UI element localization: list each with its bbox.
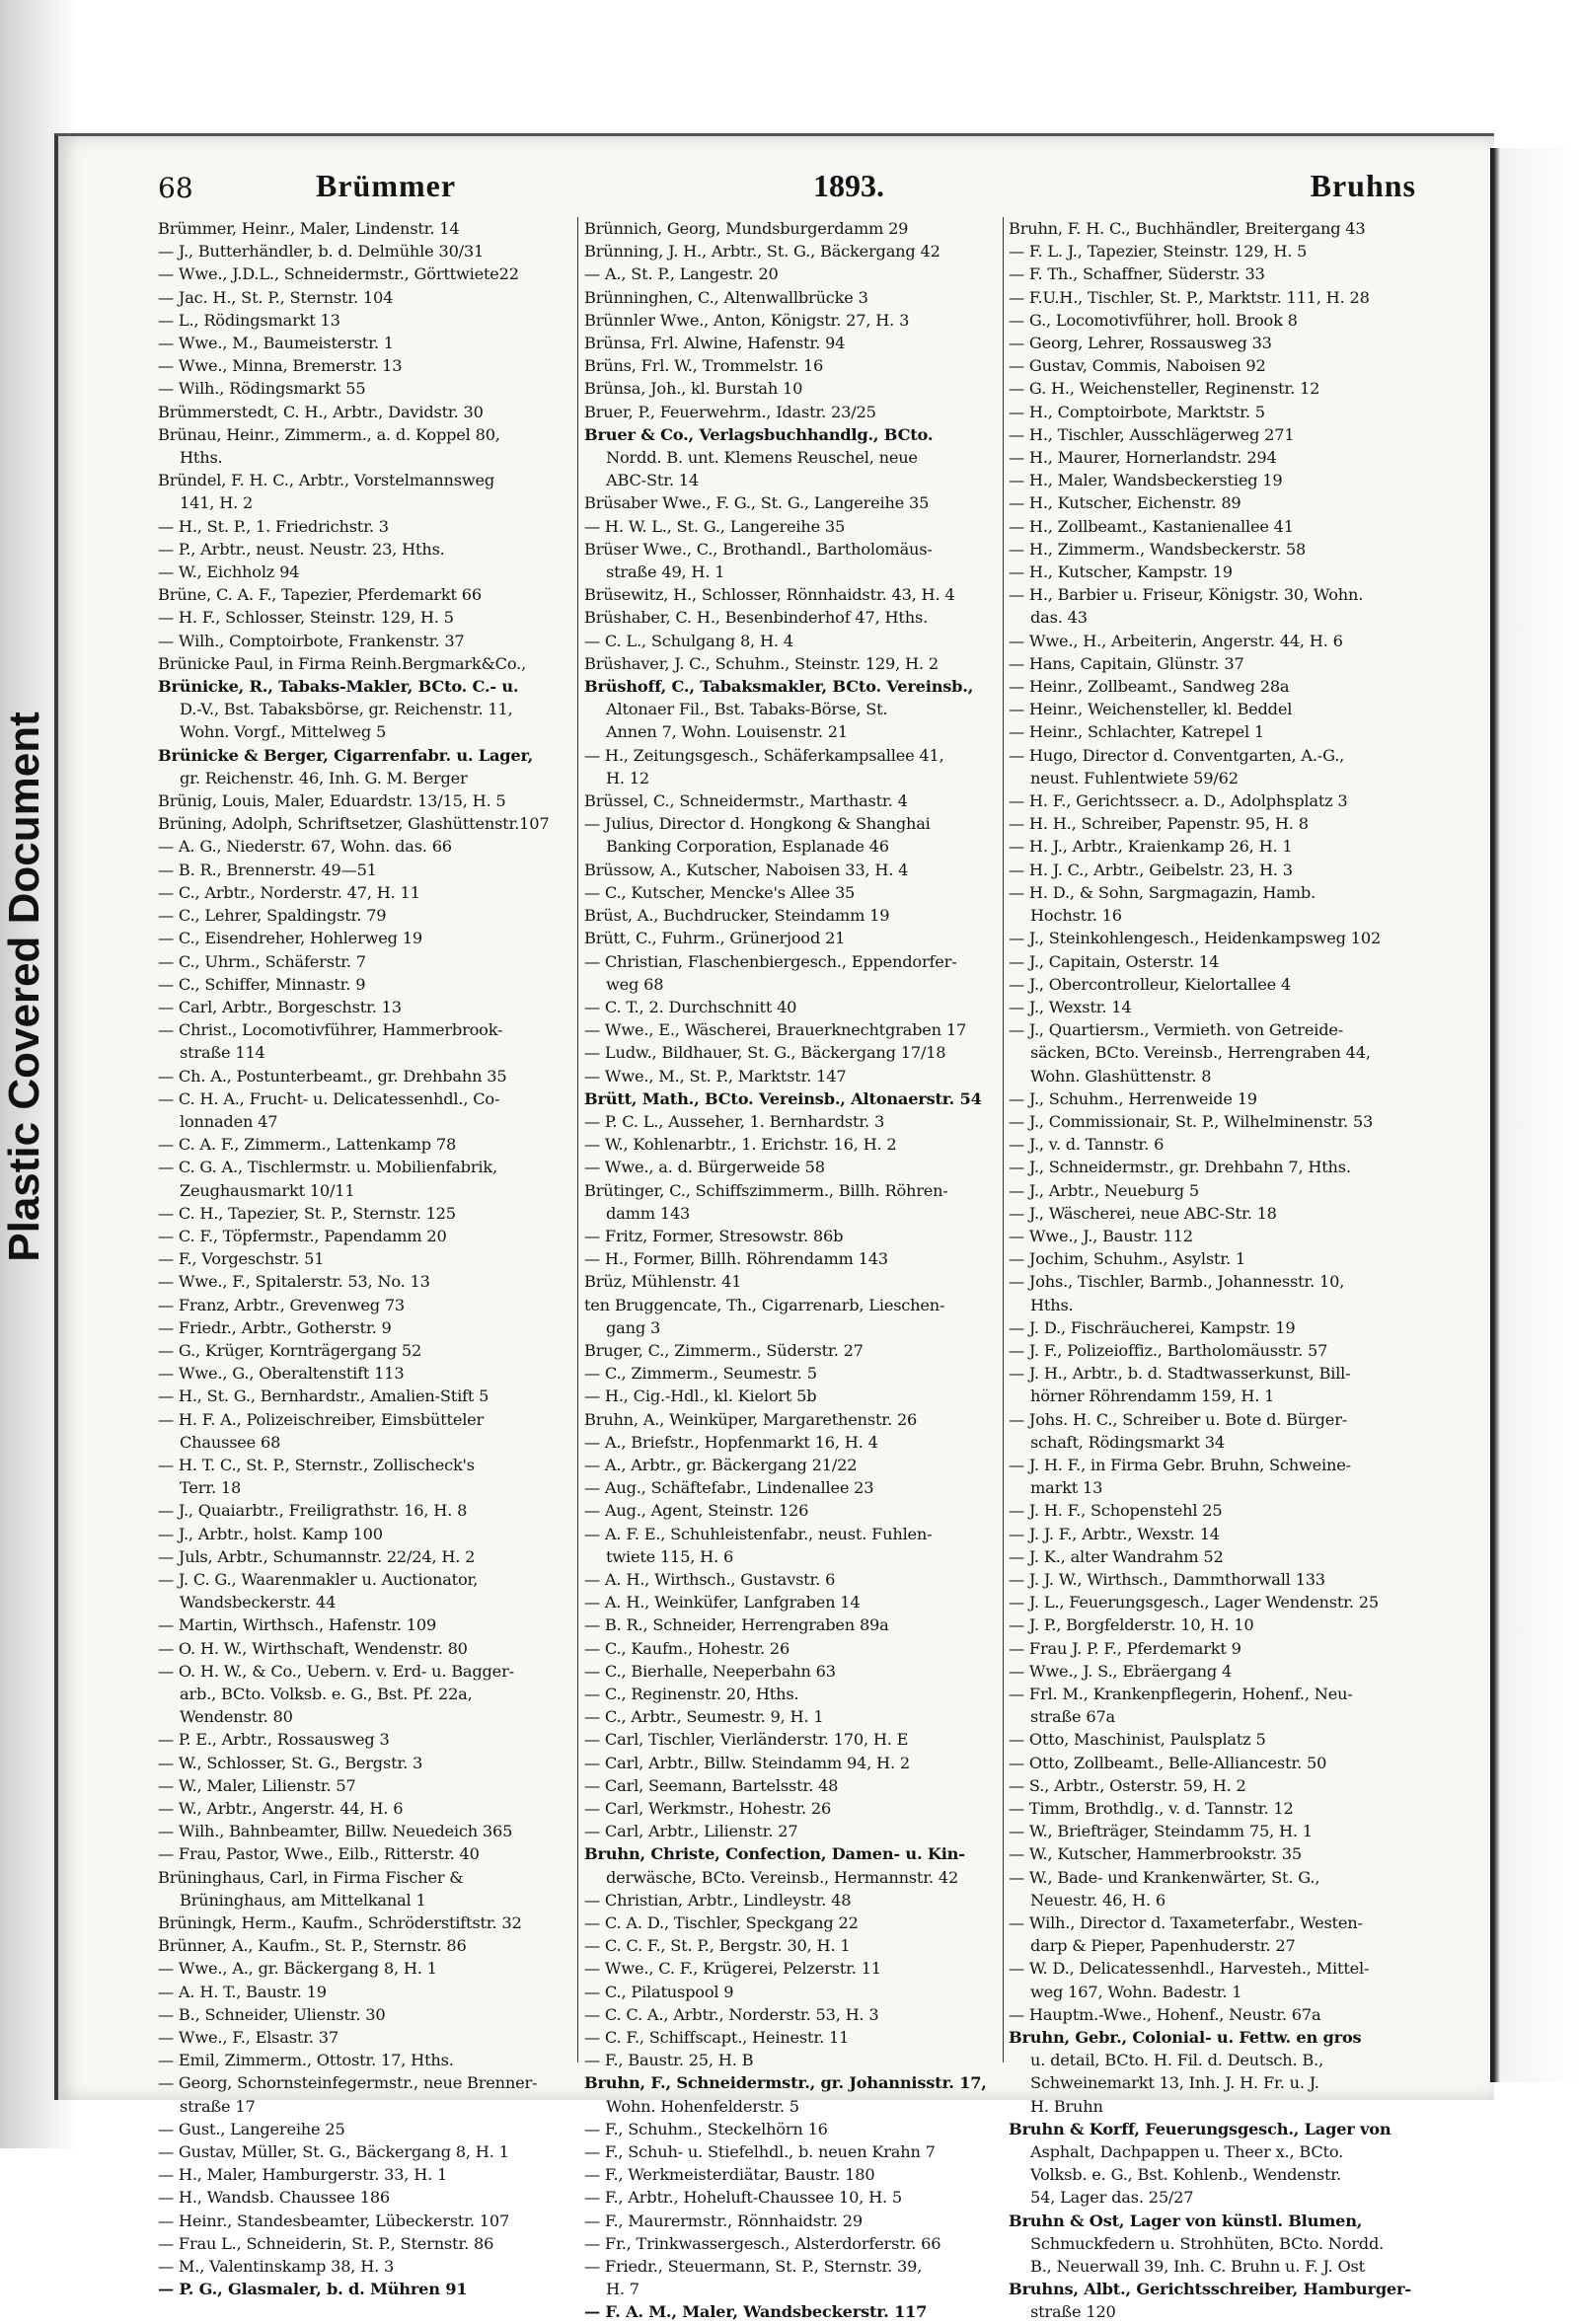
directory-entry: straße 114 xyxy=(180,1043,265,1063)
directory-entry: — Gustav, Müller, St. G., Bäckergang 8, H. 1 xyxy=(158,2142,509,2162)
directory-entry: — Hauptm.-Wwe., Hohenf., Neustr. 67a xyxy=(1009,2004,1321,2024)
directory-entry: — H. J., Arbtr., Kraienkamp 26, H. 1 xyxy=(1009,837,1293,857)
directory-entry: — F. A. M., Maler, Wandsbeckerstr. 117 xyxy=(584,2302,928,2322)
directory-entry: — H., Zimmerm., Wandsbeckerstr. 58 xyxy=(1009,539,1307,559)
directory-entry: — Fr., Trinkwassergesch., Alsterdorferstr. 66 xyxy=(584,2233,941,2253)
directory-entry: Brüshaber, C. H., Besenbinderhof 47, Hths. xyxy=(584,608,929,628)
directory-entry: — Juls, Arbtr., Schumannstr. 22/24, H. 2 xyxy=(158,1546,476,1566)
directory-entry: Terr. 18 xyxy=(180,1478,242,1498)
directory-entry: Bruhn & Korff, Feuerungsgesch., Lager von xyxy=(1009,2119,1391,2138)
directory-entry: — C. H., Tapezier, St. P., Sternstr. 125 xyxy=(158,1203,456,1223)
directory-entry: — Hugo, Director d. Conventgarten, A.-G., xyxy=(1009,745,1345,765)
directory-entry: straße 17 xyxy=(180,2096,256,2116)
directory-entry: Brüssow, A., Kutscher, Naboisen 33, H. 4 xyxy=(584,860,909,879)
directory-entry: — F., Schuhm., Steckelhörn 16 xyxy=(584,2119,828,2138)
directory-entry: — A., Briefstr., Hopfenmarkt 16, H. 4 xyxy=(584,1432,878,1452)
directory-entry: — Wwe., F., Elsastr. 37 xyxy=(158,2028,338,2048)
directory-entry: — Carl, Tischler, Vierländerstr. 170, H. E xyxy=(584,1730,909,1750)
directory-entry: Brüningk, Herm., Kaufm., Schröderstiftstr. 32 xyxy=(158,1913,522,1933)
directory-entry: — Wwe., J.D.L., Schneidermstr., Görttwiete22 xyxy=(158,264,519,284)
directory-entry: Bruhn, Christe, Confection, Damen- u. Kin- xyxy=(584,1844,965,1864)
directory-entry: Brüninghaus, Carl, in Firma Fischer & xyxy=(158,1867,464,1887)
page-number: 68 xyxy=(158,172,193,204)
header-year: 1893. xyxy=(813,168,884,203)
directory-entry: — Fritz, Former, Stresowstr. 86b xyxy=(584,1226,844,1245)
directory-entry: Wohn. Vorgf., Mittelweg 5 xyxy=(180,722,387,742)
directory-entry: — W., Arbtr., Angerstr. 44, H. 6 xyxy=(158,1799,404,1819)
directory-entry: gr. Reichenstr. 46, Inh. G. M. Berger xyxy=(180,768,468,787)
directory-entry: Bruhn, F. H. C., Buchhändler, Breitergang 43 xyxy=(1009,219,1366,238)
directory-entry: twiete 115, H. 6 xyxy=(606,1546,734,1566)
directory-entry: Wohn. Glashüttenstr. 8 xyxy=(1030,1066,1212,1086)
directory-entry: — J. K., alter Wandrahm 52 xyxy=(1009,1546,1224,1566)
directory-entry: — J. F., Polizeioffiz., Bartholomäusstr. 57 xyxy=(1009,1340,1328,1360)
directory-entry: — J. H. F., Schopenstehl 25 xyxy=(1009,1501,1223,1521)
directory-entry: — G. H., Weichensteller, Reginenstr. 12 xyxy=(1009,379,1320,399)
directory-entry: Chaussee 68 xyxy=(180,1432,281,1452)
directory-entry: — Christian, Flaschenbiergesch., Eppendorfer- xyxy=(584,951,957,971)
directory-entry: — H., Comptoirbote, Marktstr. 5 xyxy=(1009,402,1265,421)
directory-entry: — Martin, Wirthsch., Hafenstr. 109 xyxy=(158,1615,437,1635)
directory-entry: — Wwe., G., Oberaltenstift 113 xyxy=(158,1364,405,1384)
directory-entry: — O. H. W., & Co., Uebern. v. Erd- u. Bagger- xyxy=(158,1661,514,1681)
directory-entry: Brütt, C., Fuhrm., Grünerjood 21 xyxy=(584,929,846,948)
directory-entry: — C. A. D., Tischler, Speckgang 22 xyxy=(584,1913,859,1933)
directory-entry: Bruer, P., Feuerwehrm., Idastr. 23/25 xyxy=(584,402,876,421)
directory-entry: — A., Arbtr., gr. Bäckergang 21/22 xyxy=(584,1455,858,1474)
directory-entry: — A. F. E., Schuhleistenfabr., neust. Fuhlen- xyxy=(584,1524,933,1543)
directory-entry: — J., Schneidermstr., gr. Drehbahn 7, Hths. xyxy=(1009,1158,1351,1177)
directory-entry: — Wwe., J., Baustr. 112 xyxy=(1009,1226,1193,1245)
directory-entry: Bruhn, A., Weinküper, Margarethenstr. 26 xyxy=(584,1409,918,1429)
directory-entry: hörner Röhrendamm 159, H. 1 xyxy=(1030,1387,1275,1406)
directory-entry: das. 43 xyxy=(1030,608,1088,628)
directory-entry: Hochstr. 16 xyxy=(1030,906,1122,926)
directory-entry: — B. R., Schneider, Herrengraben 89a xyxy=(584,1615,889,1635)
directory-entry: Brünninghen, C., Altenwallbrücke 3 xyxy=(584,287,868,307)
directory-entry: — H. D., & Sohn, Sargmagazin, Hamb. xyxy=(1009,882,1316,902)
directory-entry: — C., Kutscher, Mencke's Allee 35 xyxy=(584,882,856,902)
directory-entry: — Heinr., Schlachter, Katrepel 1 xyxy=(1009,722,1264,742)
directory-entry: 54, Lager das. 25/27 xyxy=(1030,2188,1194,2208)
directory-entry: Bruhn, F., Schneidermstr., gr. Johannisstr. 17, xyxy=(584,2073,987,2093)
directory-entry: — C., Zimmerm., Seumestr. 5 xyxy=(584,1364,817,1384)
directory-entry: gang 3 xyxy=(606,1317,661,1337)
directory-entry: — C. G. A., Tischlermstr. u. Mobilienfabrik, xyxy=(158,1158,497,1177)
directory-entry: — J. H., Arbtr., b. d. Stadtwasserkunst, Bill- xyxy=(1009,1364,1351,1384)
directory-entry: — P., Arbtr., neust. Neustr. 23, Hths. xyxy=(158,539,445,559)
page-header xyxy=(158,168,1441,211)
directory-entry: — Emil, Zimmerm., Ottostr. 17, Hths. xyxy=(158,2051,454,2070)
directory-entry: — Carl, Werkmstr., Hohestr. 26 xyxy=(584,1799,832,1819)
directory-entry: Nordd. B. unt. Klemens Reuschel, neue xyxy=(606,448,918,468)
directory-entry: — J., Steinkohlengesch., Heidenkampsweg 102 xyxy=(1009,929,1382,948)
directory-entry: — Wwe., C. F., Krügerei, Pelzerstr. 11 xyxy=(584,1959,881,1979)
directory-entry: Brünsa, Frl. Alwine, Hafenstr. 94 xyxy=(584,334,846,353)
directory-entry: — H., Kutscher, Kampstr. 19 xyxy=(1009,562,1233,582)
directory-entry: — Friedr., Steuermann, St. P., Sternstr. 39, xyxy=(584,2257,923,2277)
directory-entry: Annen 7, Wohn. Louisenstr. 21 xyxy=(606,722,848,742)
directory-entry: — O. H. W., Wirthschaft, Wendenstr. 80 xyxy=(158,1638,468,1658)
directory-entry: — A., St. P., Langestr. 20 xyxy=(584,264,779,284)
directory-entry: — C., Uhrm., Schäferstr. 7 xyxy=(158,951,366,971)
directory-entry: markt 13 xyxy=(1030,1478,1103,1498)
directory-entry: — W., Maler, Lilienstr. 57 xyxy=(158,1775,356,1795)
directory-entry: — P. E., Arbtr., Rossausweg 3 xyxy=(158,1730,390,1750)
directory-entry: — H., Maurer, Hornerlandstr. 294 xyxy=(1009,448,1277,468)
directory-entry: Brünnich, Georg, Mundsburgerdamm 29 xyxy=(584,219,909,238)
directory-entry: — J. J. F., Arbtr., Wexstr. 14 xyxy=(1009,1524,1220,1543)
directory-entry: Brünnler Wwe., Anton, Königstr. 27, H. 3 xyxy=(584,310,910,330)
directory-entry: Zeughausmarkt 10/11 xyxy=(180,1180,355,1200)
directory-entry: — F., Werkmeisterdiätar, Baustr. 180 xyxy=(584,2165,875,2185)
directory-entry: Altonaer Fil., Bst. Tabaks-Börse, St. xyxy=(606,700,888,719)
directory-entry: arb., BCto. Volksb. e. G., Bst. Pf. 22a, xyxy=(180,1685,473,1703)
directory-entry: — F. Th., Schaffner, Süderstr. 33 xyxy=(1009,264,1265,284)
directory-entry: Brünner, A., Kaufm., St. P., Sternstr. 86 xyxy=(158,1936,467,1956)
directory-entry: — C. C. A., Arbtr., Norderstr. 53, H. 3 xyxy=(584,2004,879,2024)
directory-entry: Hths. xyxy=(180,448,223,468)
directory-entry: — H. H., Schreiber, Papenstr. 95, H. 8 xyxy=(1009,814,1309,834)
directory-entry: — H. F. A., Polizeischreiber, Eimsbütteler xyxy=(158,1409,485,1429)
directory-entry: Brüst, A., Buchdrucker, Steindamm 19 xyxy=(584,906,890,926)
directory-entry: — Friedr., Arbtr., Gotherstr. 9 xyxy=(158,1317,392,1337)
directory-entry: Brüsewitz, H., Schlosser, Rönnhaidstr. 43, H. 4 xyxy=(584,585,955,605)
directory-entry: — A. H., Wirthsch., Gustavstr. 6 xyxy=(584,1569,836,1589)
directory-entry: — C., Reginenstr. 20, Hths. xyxy=(584,1685,799,1703)
directory-entry: H. 12 xyxy=(606,768,650,787)
directory-entry: Brünsa, Joh., kl. Burstah 10 xyxy=(584,379,803,399)
directory-entry: — C. A. F., Zimmerm., Lattenkamp 78 xyxy=(158,1135,457,1155)
directory-entry: Bruhns, Albt., Gerichtsschreiber, Hamburger- xyxy=(1009,2280,1411,2299)
directory-entry: — H., Maler, Hamburgerstr. 33, H. 1 xyxy=(158,2165,448,2185)
directory-entry: weg 68 xyxy=(606,974,664,994)
directory-entry: — Christian, Arbtr., Lindleystr. 48 xyxy=(584,1890,852,1910)
directory-entry: — F.U.H., Tischler, St. P., Marktstr. 111, H. 28 xyxy=(1009,287,1370,307)
directory-entry: — C., Schiffer, Minnastr. 9 xyxy=(158,974,366,994)
directory-entry: — J., Wexstr. 14 xyxy=(1009,997,1132,1016)
directory-entry: — B. R., Brennerstr. 49—51 xyxy=(158,860,377,879)
directory-entry: — C., Arbtr., Seumestr. 9, H. 1 xyxy=(584,1707,824,1727)
directory-entry: — J. P., Borgfelderstr. 10, H. 10 xyxy=(1009,1615,1254,1635)
directory-entry: — Julius, Director d. Hongkong & Shanghai xyxy=(584,814,931,834)
directory-entry: — F., Vorgeschstr. 51 xyxy=(158,1249,325,1269)
directory-entry: — H., Kutscher, Eichenstr. 89 xyxy=(1009,493,1241,513)
directory-entry: Schweinemarkt 13, Inh. J. H. Fr. u. J. xyxy=(1030,2073,1319,2093)
directory-entry: — Jac. H., St. P., Sternstr. 104 xyxy=(158,287,394,307)
directory-entry: Neuestr. 46, H. 6 xyxy=(1030,1890,1166,1910)
directory-entry: schaft, Rödingsmarkt 34 xyxy=(1030,1432,1226,1452)
directory-entry: Bruger, C., Zimmerm., Süderstr. 27 xyxy=(584,1340,864,1360)
directory-entry: Wandsbeckerstr. 44 xyxy=(180,1593,337,1612)
directory-entry: — Gustav, Commis, Naboisen 92 xyxy=(1009,356,1266,376)
directory-entry: Brünning, J. H., Arbtr., St. G., Bäckergang 42 xyxy=(584,242,940,262)
directory-entry: säcken, BCto. Vereinsb., Herrengraben 44, xyxy=(1030,1043,1371,1063)
directory-entry: — H., St. G., Bernhardstr., Amalien-Stift 5 xyxy=(158,1387,489,1406)
directory-entry: — F., Baustr. 25, H. B xyxy=(584,2051,754,2070)
directory-entry: — H. T. C., St. P., Sternstr., Zollischeck's xyxy=(158,1455,475,1474)
directory-entry: — Gust., Langereihe 25 xyxy=(158,2119,345,2138)
column-divider xyxy=(577,217,578,2062)
directory-entry: — J., Arbtr., holst. Kamp 100 xyxy=(158,1524,383,1543)
directory-entry: Brünicke Paul, in Firma Reinh.Bergmark&Co., xyxy=(158,653,527,673)
directory-entry: — Carl, Seemann, Bartelsstr. 48 xyxy=(584,1775,839,1795)
directory-entry: — Wwe., Minna, Bremerstr. 13 xyxy=(158,356,403,376)
directory-entry: — Johs., Tischler, Barmb., Johannesstr. 10, xyxy=(1009,1272,1345,1292)
directory-entry: Brünau, Heinr., Zimmerm., a. d. Koppel 80, xyxy=(158,424,500,444)
directory-entry: — Johs. H. C., Schreiber u. Bote d. Bürger- xyxy=(1009,1409,1347,1429)
directory-entry: D.-V., Bst. Tabaksbörse, gr. Reichenstr. 11, xyxy=(180,700,513,719)
directory-entry: — H., St. P., 1. Friedrichstr. 3 xyxy=(158,516,389,536)
directory-entry: — C. F., Töpfermstr., Papendamm 20 xyxy=(158,1226,447,1245)
directory-entry: — J., Capitain, Osterstr. 14 xyxy=(1009,951,1220,971)
directory-entry: Brüning, Adolph, Schriftsetzer, Glashüttenstr.107 xyxy=(158,814,550,834)
directory-entry: — B., Schneider, Ulienstr. 30 xyxy=(158,2004,386,2024)
directory-entry: — W. D., Delicatessenhdl., Harvesteh., Mittel- xyxy=(1009,1959,1370,1979)
directory-entry: — H., Maler, Wandsbeckerstieg 19 xyxy=(1009,471,1283,490)
directory-entry: — W., Kutscher, Hammerbrookstr. 35 xyxy=(1009,1844,1302,1864)
directory-entry: — H. W. L., St. G., Langereihe 35 xyxy=(584,516,846,536)
directory-entry: — Frl. M., Krankenpflegerin, Hohenf., Neu- xyxy=(1009,1685,1353,1703)
header-left-title: Brümmer xyxy=(316,168,457,203)
directory-entry: Brüns, Frl. W., Trommelstr. 16 xyxy=(584,356,824,376)
directory-entry: Bruer & Co., Verlagsbuchhandlg., BCto. xyxy=(584,424,934,444)
directory-entry: — C., Lehrer, Spaldingstr. 79 xyxy=(158,906,387,926)
directory-entry: Bruhn & Ost, Lager von künstl. Blumen, xyxy=(1009,2211,1363,2230)
column-divider xyxy=(1003,217,1004,2062)
directory-entry: Asphalt, Dachpappen u. Theer x., BCto. xyxy=(1030,2142,1344,2162)
directory-entry: — Wwe., M., St. P., Marktstr. 147 xyxy=(584,1066,847,1086)
directory-entry: H. Bruhn xyxy=(1030,2096,1103,2116)
directory-entry: — J., Arbtr., Neueburg 5 xyxy=(1009,1180,1199,1200)
directory-column-3 xyxy=(1009,217,1423,2322)
directory-entry: — C. C. F., St. P., Bergstr. 30, H. 1 xyxy=(584,1936,851,1956)
directory-entry: — Otto, Zollbeamt., Belle-Alliancestr. 50 xyxy=(1009,1753,1327,1772)
directory-entry: — F., Arbtr., Hoheluft-Chaussee 10, H. 5 xyxy=(584,2188,903,2208)
directory-entry: Wohn. Hohenfelderstr. 5 xyxy=(606,2096,799,2116)
directory-entry: — Wilh., Director d. Taxameterfabr., Westen- xyxy=(1009,1913,1363,1933)
directory-entry: — Wwe., F., Spitalerstr. 53, No. 13 xyxy=(158,1272,430,1292)
directory-entry: — J. L., Feuerungsgesch., Lager Wendenstr. 25 xyxy=(1009,1593,1379,1612)
directory-entry: straße 120 xyxy=(1030,2302,1116,2322)
directory-entry: — Aug., Schäftefabr., Lindenallee 23 xyxy=(584,1478,874,1498)
directory-column-2 xyxy=(584,217,997,2322)
directory-entry: damm 143 xyxy=(606,1203,691,1223)
directory-entry: — P. C. L., Ausseher, 1. Bernhardstr. 3 xyxy=(584,1111,885,1131)
directory-entry: — Frau L., Schneiderin, St. P., Sternstr. 86 xyxy=(158,2233,494,2253)
directory-entry: ABC-Str. 14 xyxy=(606,471,699,490)
directory-entry: Volksb. e. G., Bst. Kohlenb., Wendenstr. xyxy=(1030,2165,1341,2185)
directory-entry: — Wwe., J. S., Ebräergang 4 xyxy=(1009,1661,1233,1681)
directory-entry: — G., Locomotivführer, holl. Brook 8 xyxy=(1009,310,1298,330)
directory-entry: Brüne, C. A. F., Tapezier, Pferdemarkt 66 xyxy=(158,585,482,605)
directory-entry: — Carl, Arbtr., Billw. Steindamm 94, H. 2 xyxy=(584,1753,910,1772)
header-right-title: Bruhns xyxy=(1310,168,1416,203)
directory-entry: Brünicke & Berger, Cigarrenfabr. u. Lager, xyxy=(158,745,534,765)
directory-entry: — W., Schlosser, St. G., Bergstr. 3 xyxy=(158,1753,423,1772)
directory-entry: B., Neuerwall 39, Inh. C. Bruhn u. F. J. Ost xyxy=(1030,2257,1365,2277)
directory-entry: — M., Valentinskamp 38, H. 3 xyxy=(158,2257,395,2277)
directory-entry: 141, H. 2 xyxy=(180,493,254,513)
directory-entry: — Heinr., Zollbeamt., Sandweg 28a xyxy=(1009,677,1290,697)
directory-entry: Schmuckfedern u. Strohhüten, BCto. Nordd. xyxy=(1030,2233,1385,2253)
directory-entry: — Georg, Lehrer, Rossausweg 33 xyxy=(1009,334,1272,353)
directory-entry: straße 49, H. 1 xyxy=(606,562,725,582)
directory-entry: — C., Kaufm., Hohestr. 26 xyxy=(584,1638,790,1658)
directory-entry: Brütt, Math., BCto. Vereinsb., Altonaerstr. 54 xyxy=(584,1088,982,1108)
directory-entry: Bruhn, Gebr., Colonial- u. Fettw. en gros xyxy=(1009,2028,1362,2048)
directory-entry: — Wwe., a. d. Bürgerweide 58 xyxy=(584,1158,825,1177)
directory-entry: — Wwe., A., gr. Bäckergang 8, H. 1 xyxy=(158,1959,437,1979)
directory-entry: — J., Commissionair, St. P., Wilhelminenstr. 53 xyxy=(1009,1111,1374,1131)
directory-entry: Brüz, Mühlenstr. 41 xyxy=(584,1272,742,1292)
directory-entry: neust. Fuhlentwiete 59/62 xyxy=(1030,768,1239,787)
directory-entry: — Christ., Locomotivführer, Hammerbrook- xyxy=(158,1020,503,1040)
directory-entry: — F., Maurermstr., Rönnhaidstr. 29 xyxy=(584,2211,864,2230)
directory-entry: Brüser Wwe., C., Brothandl., Bartholomäus- xyxy=(584,539,933,559)
directory-entry: — Franz, Arbtr., Grevenweg 73 xyxy=(158,1295,406,1314)
directory-entry: — C. F., Schiffscapt., Heinestr. 11 xyxy=(584,2028,850,2048)
directory-entry: — Hans, Capitain, Glünstr. 37 xyxy=(1009,653,1244,673)
directory-entry: — Carl, Arbtr., Borgeschstr. 13 xyxy=(158,997,402,1016)
directory-entry: — J., Schuhm., Herrenweide 19 xyxy=(1009,1088,1257,1108)
directory-entry: — Timm, Brothdlg., v. d. Tannstr. 12 xyxy=(1009,1799,1294,1819)
directory-entry: — Frau J. P. F., Pferdemarkt 9 xyxy=(1009,1638,1241,1658)
directory-entry: — J. H. F., in Firma Gebr. Bruhn, Schweine- xyxy=(1009,1455,1351,1474)
directory-entry: — Ch. A., Postunterbeamt., gr. Drehbahn 35 xyxy=(158,1066,507,1086)
directory-entry: Banking Corporation, Esplanade 46 xyxy=(606,837,889,857)
directory-entry: Brünicke, R., Tabaks-Makler, BCto. C.- u. xyxy=(158,677,519,697)
directory-entry: — W., Kohlenarbtr., 1. Erichstr. 16, H. 2 xyxy=(584,1135,897,1155)
directory-entry: — F., Schuh- u. Stiefelhdl., b. neuen Krahn 7 xyxy=(584,2142,936,2162)
directory-entry: — A. H. T., Baustr. 19 xyxy=(158,1982,327,2001)
directory-entry: Wendenstr. 80 xyxy=(180,1707,293,1727)
directory-entry: — Carl, Arbtr., Lilienstr. 27 xyxy=(584,1822,798,1841)
directory-entry: — H., Barbier u. Friseur, Königstr. 30, Wohn. xyxy=(1009,585,1364,605)
directory-entry: — Wilh., Bahnbeamter, Billw. Neuedeich 365 xyxy=(158,1822,513,1841)
directory-entry: — H. J. C., Arbtr., Geibelstr. 23, H. 3 xyxy=(1009,860,1293,879)
directory-entry: — H., Wandsb. Chaussee 186 xyxy=(158,2188,391,2208)
directory-entry: — Wwe., H., Arbeiterin, Angerstr. 44, H. 6 xyxy=(1009,631,1343,650)
directory-entry: — C. L., Schulgang 8, H. 4 xyxy=(584,631,793,650)
directory-entry: — Frau, Pastor, Wwe., Eilb., Ritterstr. 40 xyxy=(158,1844,480,1864)
directory-entry: — J., Obercontrolleur, Kielortallee 4 xyxy=(1009,974,1292,994)
directory-entry: — G., Krüger, Kornträgergang 52 xyxy=(158,1340,422,1360)
directory-entry: — W., Eichholz 94 xyxy=(158,562,300,582)
directory-entry: — H. F., Schlosser, Steinstr. 129, H. 5 xyxy=(158,608,454,628)
directory-entry: — F. L. J., Tapezier, Steinstr. 129, H. 5 xyxy=(1009,242,1308,262)
directory-entry: — J., Butterhändler, b. d. Delmühle 30/31 xyxy=(158,242,485,262)
directory-entry: — Ludw., Bildhauer, St. G., Bäckergang 17/18 xyxy=(584,1043,946,1063)
directory-entry: weg 167, Wohn. Badestr. 1 xyxy=(1030,1982,1242,2001)
directory-entry: — J. J. W., Wirthsch., Dammthorwall 133 xyxy=(1009,1569,1325,1589)
directory-entry: H. 7 xyxy=(606,2280,639,2299)
directory-entry: — Heinr., Standesbeamter, Lübeckerstr. 107 xyxy=(158,2211,510,2230)
directory-entry: — C. T., 2. Durchschnitt 40 xyxy=(584,997,797,1016)
directory-entry: — H., Tischler, Ausschlägerweg 271 xyxy=(1009,424,1295,444)
directory-entry: — W., Bade- und Krankenwärter, St. G., xyxy=(1009,1867,1320,1887)
directory-entry: Brümmer, Heinr., Maler, Lindenstr. 14 xyxy=(158,219,460,238)
directory-entry: Brümmerstedt, C. H., Arbtr., Davidstr. 30 xyxy=(158,402,484,421)
directory-entry: Brüssel, C., Schneidermstr., Marthastr. 4 xyxy=(584,791,908,811)
directory-entry: — Otto, Maschinist, Paulsplatz 5 xyxy=(1009,1730,1266,1750)
directory-entry: — Wilh., Comptoirbote, Frankenstr. 37 xyxy=(158,631,465,650)
directory-entry: — Georg, Schornsteinfegermstr., neue Brenner- xyxy=(158,2073,538,2093)
directory-entry: — C., Arbtr., Norderstr. 47, H. 11 xyxy=(158,882,420,902)
directory-entry: — H. F., Gerichtssecr. a. D., Adolphsplatz 3 xyxy=(1009,791,1348,811)
directory-entry: — W., Briefträger, Steindamm 75, H. 1 xyxy=(1009,1822,1313,1841)
directory-entry: Bründel, F. H. C., Arbtr., Vorstelmannsweg xyxy=(158,471,495,490)
directory-entry: lonnaden 47 xyxy=(180,1111,278,1131)
directory-entry: — Heinr., Weichensteller, kl. Beddel xyxy=(1009,700,1293,719)
directory-entry: — A. G., Niederstr. 67, Wohn. das. 66 xyxy=(158,837,452,857)
directory-entry: — J. D., Fischräucherei, Kampstr. 19 xyxy=(1009,1317,1296,1337)
directory-entry: Brütinger, C., Schiffszimmerm., Billh. Röhren- xyxy=(584,1180,948,1200)
directory-entry: — H., Cig.-Hdl., kl. Kielort 5b xyxy=(584,1387,817,1406)
directory-entry: — J., Quartiersm., Vermieth. von Getreide- xyxy=(1009,1020,1344,1040)
directory-entry: — H., Former, Billh. Röhrendamm 143 xyxy=(584,1249,888,1269)
directory-entry: — Wwe., E., Wäscherei, Brauerknechtgraben 17 xyxy=(584,1020,967,1040)
directory-entry: — C., Bierhalle, Neeperbahn 63 xyxy=(584,1661,836,1681)
directory-entry: Brüninghaus, am Mittelkanal 1 xyxy=(180,1890,426,1910)
directory-entry: — P. G., Glasmaler, b. d. Mühren 91 xyxy=(158,2280,468,2299)
directory-entry: — J., Wäscherei, neue ABC-Str. 18 xyxy=(1009,1203,1277,1223)
directory-entry: — A. H., Weinküfer, Lanfgraben 14 xyxy=(584,1593,861,1612)
directory-entry: — J. C. G., Waarenmakler u. Auctionator, xyxy=(158,1569,479,1589)
directory-entry: — H., Zeitungsgesch., Schäferkampsallee 41, xyxy=(584,745,944,765)
directory-entry: — J., Quaiarbtr., Freiligrathstr. 16, H. 8 xyxy=(158,1501,468,1521)
directory-entry: — J., v. d. Tannstr. 6 xyxy=(1009,1135,1165,1155)
directory-entry: — C., Eisendreher, Hohlerweg 19 xyxy=(158,929,422,948)
directory-entry: — Wilh., Rödingsmarkt 55 xyxy=(158,379,366,399)
directory-entry: Brüshaver, J. C., Schuhm., Steinstr. 129, H. 2 xyxy=(584,653,939,673)
directory-entry: u. detail, BCto. H. Fil. d. Deutsch. B., xyxy=(1030,2051,1324,2070)
directory-entry: — Aug., Agent, Steinstr. 126 xyxy=(584,1501,809,1521)
directory-entry: — L., Rödingsmarkt 13 xyxy=(158,310,340,330)
directory-entry: Hths. xyxy=(1030,1295,1074,1314)
directory-entry: straße 67a xyxy=(1030,1707,1115,1727)
directory-entry: Brüshoff, C., Tabaksmakler, BCto. Vereinsb., xyxy=(584,677,974,697)
side-label: Plastic Covered Document xyxy=(0,712,48,1262)
directory-entry: darp & Pieper, Papenhuderstr. 27 xyxy=(1030,1936,1296,1956)
directory-entry: Brüsaber Wwe., F. G., St. G., Langereihe 35 xyxy=(584,493,930,513)
directory-entry: — C. H. A., Frucht- u. Delicatessenhdl., Co- xyxy=(158,1088,500,1108)
directory-entry: — C., Pilatuspool 9 xyxy=(584,1982,734,2001)
directory-column-1 xyxy=(158,217,572,2299)
directory-entry: — Jochim, Schuhm., Asylstr. 1 xyxy=(1009,1249,1245,1269)
directory-entry: — S., Arbtr., Osterstr. 59, H. 2 xyxy=(1009,1775,1246,1795)
adjacent-page-edge xyxy=(1490,148,1579,2082)
directory-entry: Brünig, Louis, Maler, Eduardstr. 13/15, H. 5 xyxy=(158,791,506,811)
directory-entry: derwäsche, BCto. Vereinsb., Hermannstr. 42 xyxy=(606,1867,959,1887)
directory-entry: ten Bruggencate, Th., Cigarrenarb, Lieschen- xyxy=(584,1295,945,1314)
directory-entry: — H., Zollbeamt., Kastanienallee 41 xyxy=(1009,516,1294,536)
directory-entry: — Wwe., M., Baumeisterstr. 1 xyxy=(158,334,394,353)
